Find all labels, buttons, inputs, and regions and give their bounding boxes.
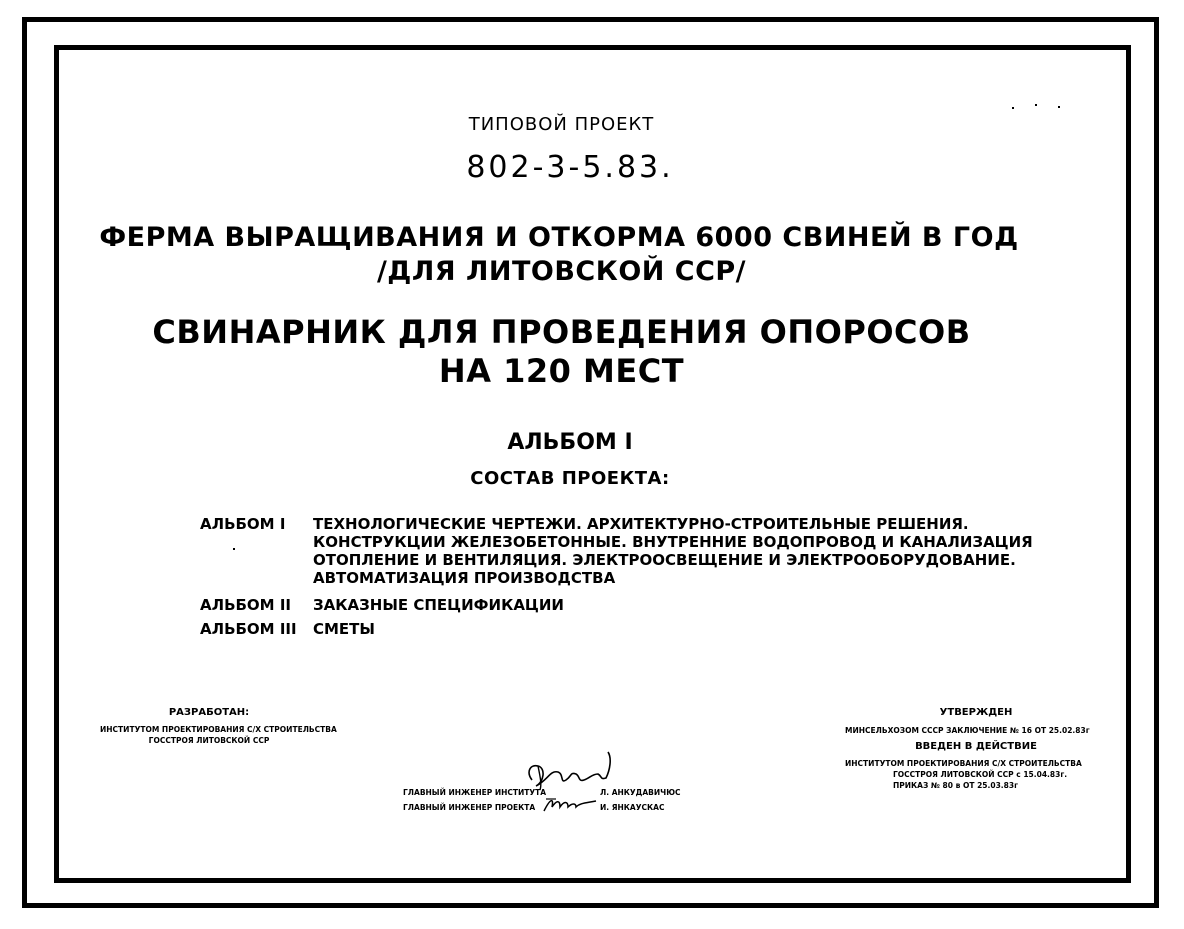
scan-speck (1012, 107, 1014, 109)
developed-heading: РАЗРАБОТАН: (168, 707, 250, 718)
chief-engineer-institute-label: ГЛАВНЫЙ ИНЖЕНЕР ИНСТИТУТА (403, 788, 547, 797)
building-title-line-1: СВИНАРНИК ДЛЯ ПРОВЕДЕНИЯ ОПОРОСОВ (152, 313, 971, 351)
scan-speck (1035, 104, 1037, 106)
album-heading: АЛЬБОМ I (507, 430, 633, 455)
approved-line-2: ИНСТИТУТОМ ПРОЕКТИРОВАНИЯ С/Х СТРОИТЕЛЬСТВА (845, 759, 1082, 768)
composition-album-1-line-4: АВТОМАТИЗАЦИЯ ПРОИЗВОДСТВА (313, 569, 616, 587)
scan-speck (1058, 106, 1060, 108)
enacted-heading: ВВЕДЕН В ДЕЙСТВИЕ (915, 741, 1037, 752)
composition-album-1-line-1: ТЕХНОЛОГИЧЕСКИЕ ЧЕРТЕЖИ. АРХИТЕКТУРНО-СТРОИТЕЛЬНЫЕ РЕШЕНИЯ. (313, 515, 969, 533)
composition-album-1: АЛЬБОМ I (200, 515, 286, 533)
building-title-line-2: НА 120 МЕСТ (438, 352, 685, 390)
farm-title-line-2: /ДЛЯ ЛИТОВСКОЙ ССР/ (376, 256, 747, 287)
approved-line-3: ГОССТРОЯ ЛИТОВСКОЙ ССР с 15.04.83г. (893, 770, 1068, 779)
typical-project-label: ТИПОВОЙ ПРОЕКТ (468, 114, 655, 135)
composition-album-2-line-1: ЗАКАЗНЫЕ СПЕЦИФИКАЦИИ (313, 596, 564, 614)
chief-engineer-institute-name: Л. АНКУДАВИЧЮС (600, 788, 681, 797)
composition-heading: СОСТАВ ПРОЕКТА: (470, 468, 670, 489)
developed-line-2: ГОССТРОЯ ЛИТОВСКОЙ ССР (148, 736, 270, 745)
developed-line-1: ИНСТИТУТОМ ПРОЕКТИРОВАНИЯ С/Х СТРОИТЕЛЬСТВА (100, 725, 337, 734)
composition-album-2: АЛЬБОМ II (200, 596, 291, 614)
approved-heading: УТВЕРЖДЕН (939, 707, 1013, 718)
chief-engineer-project-name: И. ЯНКАУСКАС (600, 803, 665, 812)
farm-title-line-1: ФЕРМА ВЫРАЩИВАНИЯ И ОТКОРМА 6000 СВИНЕЙ В ГОД (99, 222, 1019, 253)
chief-engineer-project-label: ГЛАВНЫЙ ИНЖЕНЕР ПРОЕКТА (403, 803, 536, 812)
project-number: 802-3-5.83. (466, 150, 674, 185)
scan-speck (233, 548, 235, 550)
composition-album-1-line-3: ОТОПЛЕНИЕ И ВЕНТИЛЯЦИЯ. ЭЛЕКТРООСВЕЩЕНИЕ И ЭЛЕКТРООБОРУДОВАНИЕ. (313, 551, 1016, 569)
approved-line-1: МИНСЕЛЬХОЗОМ СССР ЗАКЛЮЧЕНИЕ № 16 ОТ 25.02.83г (845, 726, 1090, 735)
signature-chief-engineer-project (540, 793, 600, 815)
approved-line-4: ПРИКАЗ № 80 в ОТ 25.03.83г (893, 781, 1018, 790)
composition-album-3: АЛЬБОМ III (200, 620, 297, 638)
composition-album-1-line-2: КОНСТРУКЦИИ ЖЕЛЕЗОБЕТОННЫЕ. ВНУТРЕННИЕ ВОДОПРОВОД И КАНАЛИЗАЦИЯ (313, 533, 1033, 551)
composition-album-3-line-1: СМЕТЫ (313, 620, 375, 638)
